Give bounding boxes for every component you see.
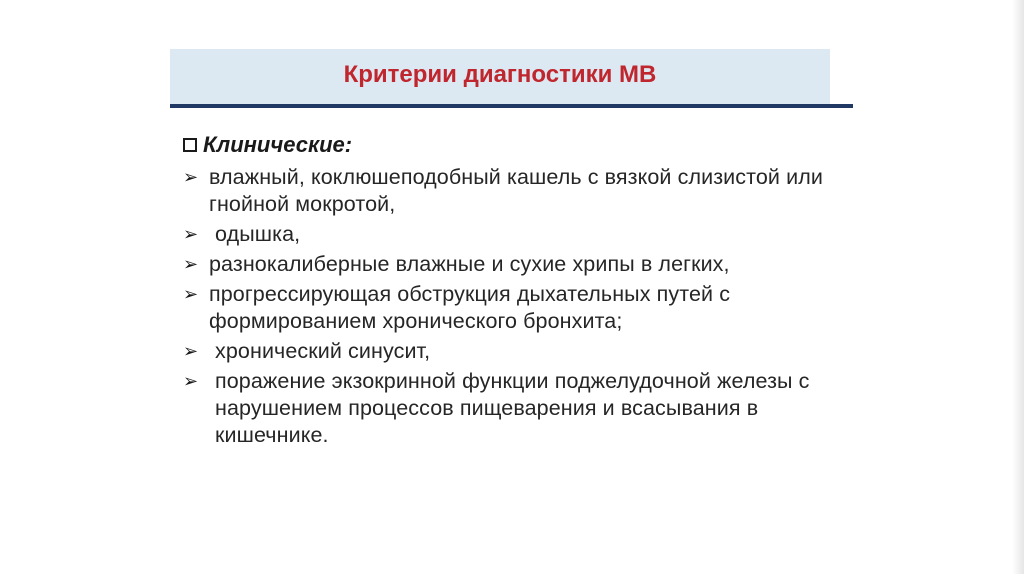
- arrowhead-bullet-icon: ➢: [183, 224, 199, 244]
- arrowhead-bullet-icon: ➢: [183, 371, 199, 391]
- section-label: Клинические:: [203, 132, 353, 157]
- list-item: [183, 281, 863, 335]
- list-item-text: поражение экзокринной функции поджелудочной железы с нарушением процессов пищеварения и всасывания в кишечнике.: [215, 369, 810, 447]
- list-item: [183, 368, 863, 449]
- page-edge-shadow: [1012, 0, 1024, 574]
- arrowhead-bullet-icon: ➢: [183, 167, 199, 187]
- list-item: [183, 338, 863, 365]
- title-underline: [170, 104, 853, 108]
- arrowhead-bullet-icon: ➢: [183, 341, 199, 361]
- list-item-text: хронический синусит,: [215, 339, 431, 363]
- list-item-text: разнокалиберные влажные и сухие хрипы в легких,: [209, 252, 730, 276]
- slide-title: Критерии диагностики МВ: [343, 61, 657, 88]
- list-item-text: прогрессирующая обструкция дыхательных путей с формированием хронического бронхита;: [209, 282, 731, 333]
- list-item: [183, 251, 863, 278]
- list-item: [183, 221, 863, 248]
- list-item-text: одышка,: [215, 222, 301, 246]
- criteria-list: [183, 164, 863, 449]
- list-item: [183, 164, 863, 218]
- checkbox-icon: [183, 138, 197, 152]
- section-heading: [183, 128, 863, 162]
- list-item-text: влажный, коклюшеподобный кашель с вязкой слизистой или гнойной мокротой,: [209, 165, 823, 216]
- content-area: [183, 128, 863, 449]
- arrowhead-bullet-icon: ➢: [183, 284, 199, 304]
- arrowhead-bullet-icon: ➢: [183, 254, 199, 274]
